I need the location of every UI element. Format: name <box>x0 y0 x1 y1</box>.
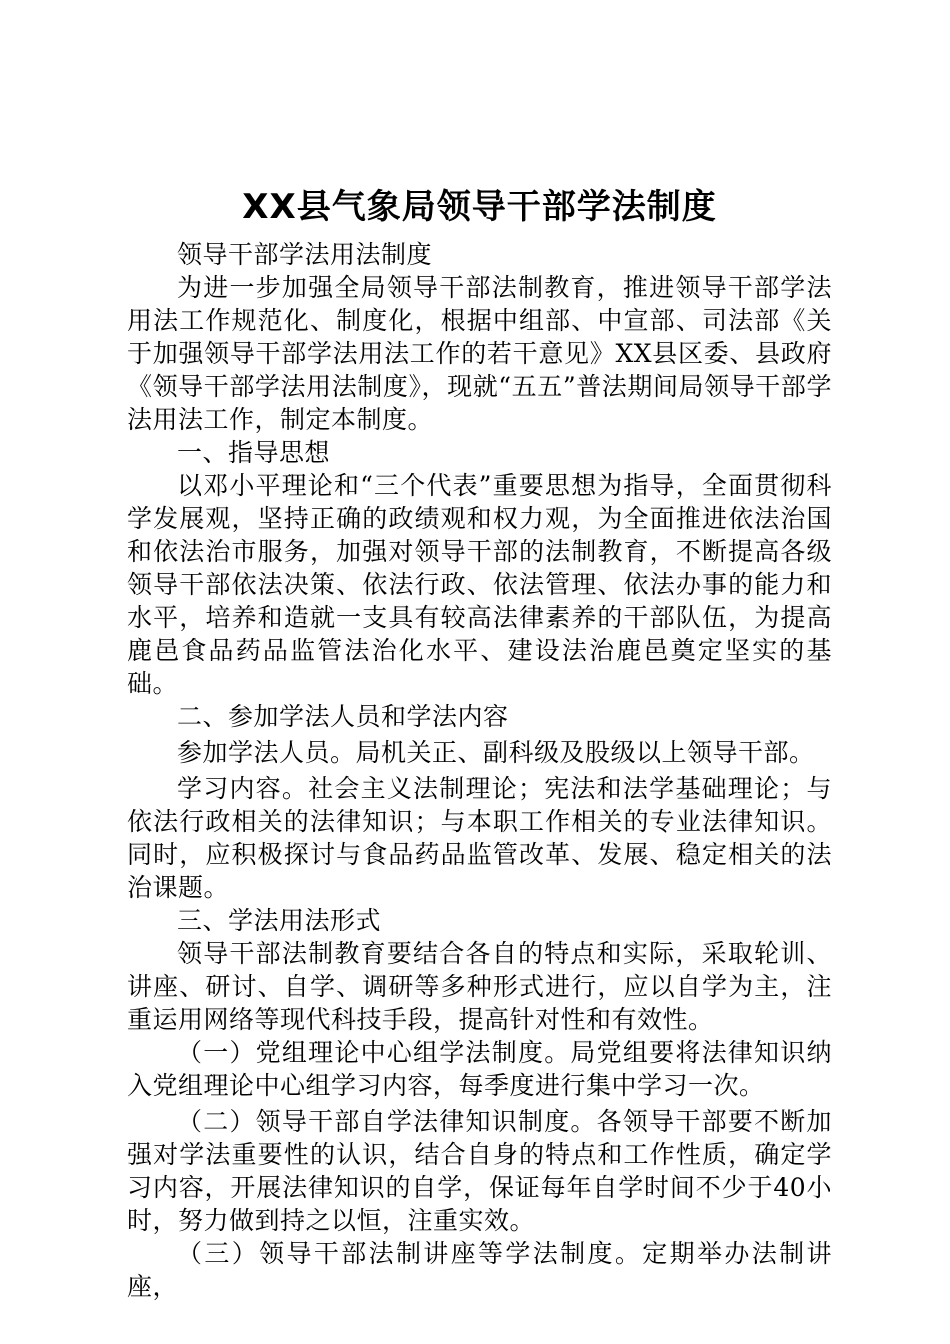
study-forms-paragraph: 领导干部法制教育要结合各自的特点和实际，采取轮训、讲座、研讨、自学、调研等多种形式进行，应以自学为主，注重运用网络等现代科技手段，提高针对性和有效性。 <box>127 939 832 1034</box>
study-content-paragraph: 学习内容。社会主义法制理论；宪法和法学基础理论；与依法行政相关的法律知识；与本职工作相关的专业法律知识。同时，应积极探讨与食品药品监管改革、发展、稳定相关的法治课题。 <box>127 774 832 902</box>
intro-paragraph: 为进一步加强全局领导干部法制教育，推进领导干部学法用法工作规范化、制度化，根据中组部、中宣部、司法部《关于加强领导干部学法用法工作的若干意见》XX县区委、县政府《领导干部学法用法制度》，现就“五五”普法期间局领导干部学法用法工作，制定本制度。 <box>127 273 832 434</box>
participants-paragraph: 参加学法人员。局机关正、副科级及股级以上领导干部。 <box>177 738 815 767</box>
document-body <box>127 186 832 1303</box>
item-1-paragraph: （一）党组理论中心组学法制度。局党组要将法律知识纳入党组理论中心组学习内容，每季度进行集中学习一次。 <box>127 1038 832 1100</box>
item-3-paragraph: （三）领导干部法制讲座等学法制度。定期举办法制讲座， <box>127 1239 832 1301</box>
guiding-thought-paragraph: 以邓小平理论和“三个代表”重要思想为指导，全面贯彻科学发展观，坚持正确的政绩观和权力观，为全面推进依法治国和依法治市服务，加强对领导干部的法制教育，不断提高各级领导干部依法决策、依法行政、依法管理、依法办事的能力和水平，培养和造就一支具有较高法律素养的干部队伍，为提高鹿邑食品药品监管法治化水平、建设法治鹿邑奠定坚实的基础。 <box>127 471 832 698</box>
section-heading-study-forms: 三、学法用法形式 <box>177 906 382 935</box>
section-heading-guiding-thought: 一、指导思想 <box>177 438 331 467</box>
item-2-paragraph: （二）领导干部自学法律知识制度。各领导干部要不断加强对学法重要性的认识，结合自身的特点和工作性质，确定学习内容，开展法律知识的自学，保证每年自学时间不少于40小时，努力做到持之以恒，注重实效。 <box>127 1107 832 1235</box>
section-heading-participants-content: 二、参加学法人员和学法内容 <box>177 702 509 731</box>
document-title: XX县气象局领导干部学法制度 <box>242 187 717 227</box>
subtitle-paragraph: 领导干部学法用法制度 <box>177 240 433 269</box>
